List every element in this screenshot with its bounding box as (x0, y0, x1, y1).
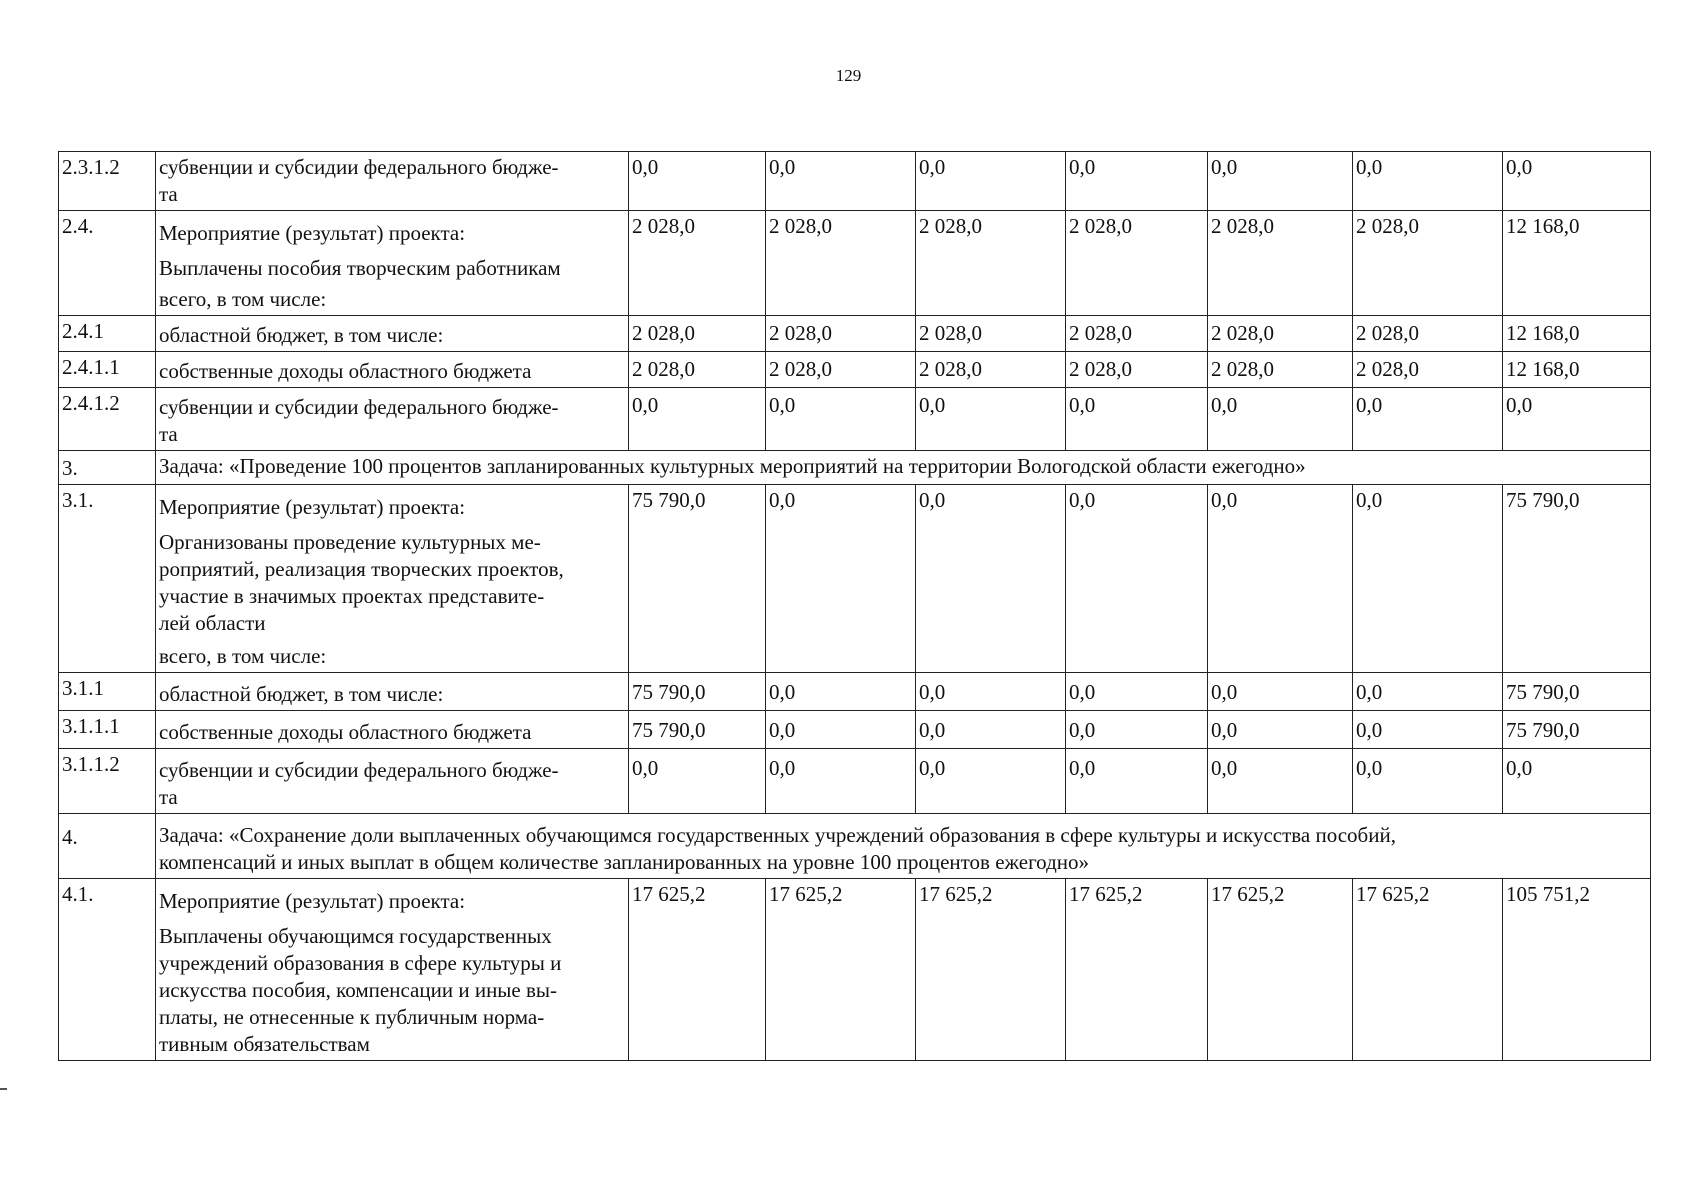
value-cell: 0,0 (766, 711, 916, 749)
table-row (59, 711, 1651, 749)
label-line: Мероприятие (результат) проекта: (159, 221, 466, 245)
value-cell: 2 028,0 (1208, 352, 1353, 388)
label-line: всего, в том числе: (159, 644, 327, 668)
total-cell: 12 168,0 (1503, 352, 1651, 388)
value-cell: 0,0 (766, 485, 916, 673)
label-line: платы, не отнесенные к публичным норма- (159, 1005, 545, 1029)
value-cell: 75 790,0 (629, 485, 766, 673)
table-row (59, 352, 1651, 388)
label-line: собственные доходы областного бюджета (159, 359, 532, 383)
value-cell: 0,0 (629, 152, 766, 211)
row-code: 3.1.1.2 (59, 749, 156, 814)
total-cell: 75 790,0 (1503, 673, 1651, 711)
row-code: 2.3.1.2 (59, 152, 156, 211)
value-cell: 0,0 (1208, 749, 1353, 814)
value-cell: 2 028,0 (629, 352, 766, 388)
value-cell: 2 028,0 (766, 352, 916, 388)
value-cell: 0,0 (916, 711, 1066, 749)
table-row (59, 152, 1651, 211)
total-cell: 0,0 (1503, 749, 1651, 814)
value-cell: 0,0 (766, 152, 916, 211)
task-text (156, 814, 1651, 879)
label-line: Выплачены пособия творческим работникам (159, 256, 561, 280)
total-cell: 12 168,0 (1503, 211, 1651, 316)
row-label (156, 211, 629, 316)
value-cell: 0,0 (916, 749, 1066, 814)
value-cell: 0,0 (629, 388, 766, 451)
total-cell: 75 790,0 (1503, 711, 1651, 749)
row-code: 2.4. (59, 211, 156, 316)
value-cell: 75 790,0 (629, 673, 766, 711)
row-label (156, 711, 629, 749)
row-label (156, 316, 629, 352)
value-cell: 2 028,0 (1208, 211, 1353, 316)
row-code: 4.1. (59, 879, 156, 1061)
row-code: 2.4.1 (59, 316, 156, 352)
value-cell: 2 028,0 (1066, 211, 1208, 316)
label-line: субвенции и субсидии федерального бюдже- (159, 758, 559, 782)
table-row (59, 451, 1651, 485)
label-line: искусства пособия, компенсации и иные вы- (159, 978, 558, 1002)
label-line: та (159, 422, 178, 446)
total-cell: 75 790,0 (1503, 485, 1651, 673)
value-cell: 2 028,0 (1353, 316, 1503, 352)
label-line: участие в значимых проектах представите- (159, 584, 545, 608)
value-cell: 0,0 (916, 388, 1066, 451)
value-cell: 0,0 (1353, 749, 1503, 814)
value-cell: 0,0 (766, 749, 916, 814)
label-line: областной бюджет, в том числе: (159, 323, 444, 347)
row-label (156, 352, 629, 388)
label-line: тивным обязательствам (159, 1032, 370, 1056)
total-cell: 105 751,2 (1503, 879, 1651, 1061)
value-cell: 0,0 (1353, 152, 1503, 211)
label-line: Мероприятие (результат) проекта: (159, 889, 466, 913)
label-line: лей области (159, 611, 266, 635)
row-code: 2.4.1.2 (59, 388, 156, 451)
task-line: компенсаций и иных выплат в общем количестве запланированных на уровне 100 процентов ежегодно» (159, 850, 1089, 874)
value-cell: 0,0 (1208, 711, 1353, 749)
value-cell: 0,0 (1208, 388, 1353, 451)
value-cell: 0,0 (1353, 711, 1503, 749)
value-cell: 2 028,0 (629, 316, 766, 352)
row-label (156, 673, 629, 711)
label-line: Выплачены обучающимся государственных (159, 924, 552, 948)
row-code: 3.1.1.1 (59, 711, 156, 749)
label-line: собственные доходы областного бюджета (159, 720, 532, 744)
value-cell: 0,0 (1066, 749, 1208, 814)
value-cell: 0,0 (1208, 673, 1353, 711)
table-row (59, 388, 1651, 451)
value-cell: 0,0 (1066, 485, 1208, 673)
row-code: 4. (59, 814, 156, 879)
value-cell: 2 028,0 (1066, 352, 1208, 388)
table-row (59, 211, 1651, 316)
value-cell: 0,0 (766, 673, 916, 711)
value-cell: 0,0 (1066, 711, 1208, 749)
value-cell: 0,0 (916, 485, 1066, 673)
total-cell: 0,0 (1503, 388, 1651, 451)
budget-table (58, 151, 1651, 1061)
value-cell: 17 625,2 (766, 879, 916, 1061)
value-cell: 17 625,2 (1208, 879, 1353, 1061)
row-label (156, 879, 629, 1061)
table-row (59, 814, 1651, 879)
label-line: та (159, 785, 178, 809)
row-code: 3. (59, 451, 156, 485)
value-cell: 0,0 (1066, 673, 1208, 711)
value-cell: 17 625,2 (629, 879, 766, 1061)
value-cell: 2 028,0 (629, 211, 766, 316)
row-label (156, 485, 629, 673)
label-line: всего, в том числе: (159, 287, 327, 311)
row-code: 3.1. (59, 485, 156, 673)
scan-edge-mark (0, 1088, 7, 1090)
value-cell: 75 790,0 (629, 711, 766, 749)
value-cell: 0,0 (766, 388, 916, 451)
table-row (59, 316, 1651, 352)
value-cell: 0,0 (1208, 485, 1353, 673)
total-cell: 0,0 (1503, 152, 1651, 211)
label-line: субвенции и субсидии федерального бюдже- (159, 155, 559, 179)
value-cell: 17 625,2 (916, 879, 1066, 1061)
value-cell: 0,0 (1353, 673, 1503, 711)
row-label (156, 749, 629, 814)
value-cell: 0,0 (1066, 152, 1208, 211)
row-code: 2.4.1.1 (59, 352, 156, 388)
page-number: 129 (835, 66, 862, 85)
value-cell: 0,0 (916, 673, 1066, 711)
label-line: областной бюджет, в том числе: (159, 682, 444, 706)
row-code: 3.1.1 (59, 673, 156, 711)
total-cell: 12 168,0 (1503, 316, 1651, 352)
value-cell: 2 028,0 (1066, 316, 1208, 352)
table-row (59, 749, 1651, 814)
value-cell: 2 028,0 (766, 211, 916, 316)
label-line: учреждений образования в сфере культуры и (159, 951, 562, 975)
value-cell: 0,0 (629, 749, 766, 814)
value-cell: 0,0 (916, 152, 1066, 211)
table-row (59, 485, 1651, 673)
task-line: Задача: «Сохранение доли выплаченных обучающимся государственных учреждений образования в сфере культуры и искусства пособий, (159, 823, 1396, 847)
table-row (59, 879, 1651, 1061)
row-label (156, 152, 629, 211)
value-cell: 0,0 (1353, 485, 1503, 673)
value-cell: 17 625,2 (1066, 879, 1208, 1061)
label-line: субвенции и субсидии федерального бюдже- (159, 395, 559, 419)
table-row (59, 673, 1651, 711)
value-cell: 2 028,0 (916, 316, 1066, 352)
value-cell: 2 028,0 (916, 352, 1066, 388)
row-label (156, 388, 629, 451)
value-cell: 2 028,0 (1353, 352, 1503, 388)
value-cell: 0,0 (1353, 388, 1503, 451)
value-cell: 2 028,0 (1353, 211, 1503, 316)
label-line: роприятий, реализация творческих проектов, (159, 557, 564, 581)
value-cell: 17 625,2 (1353, 879, 1503, 1061)
value-cell: 2 028,0 (1208, 316, 1353, 352)
value-cell: 0,0 (1208, 152, 1353, 211)
label-line: та (159, 182, 178, 206)
label-line: Организованы проведение культурных ме- (159, 530, 541, 554)
task-text: Задача: «Проведение 100 процентов запланированных культурных мероприятий на территории Вологодской области ежегодно» (156, 451, 1651, 485)
value-cell: 2 028,0 (916, 211, 1066, 316)
value-cell: 2 028,0 (766, 316, 916, 352)
value-cell: 0,0 (1066, 388, 1208, 451)
label-line: Мероприятие (результат) проекта: (159, 495, 466, 519)
